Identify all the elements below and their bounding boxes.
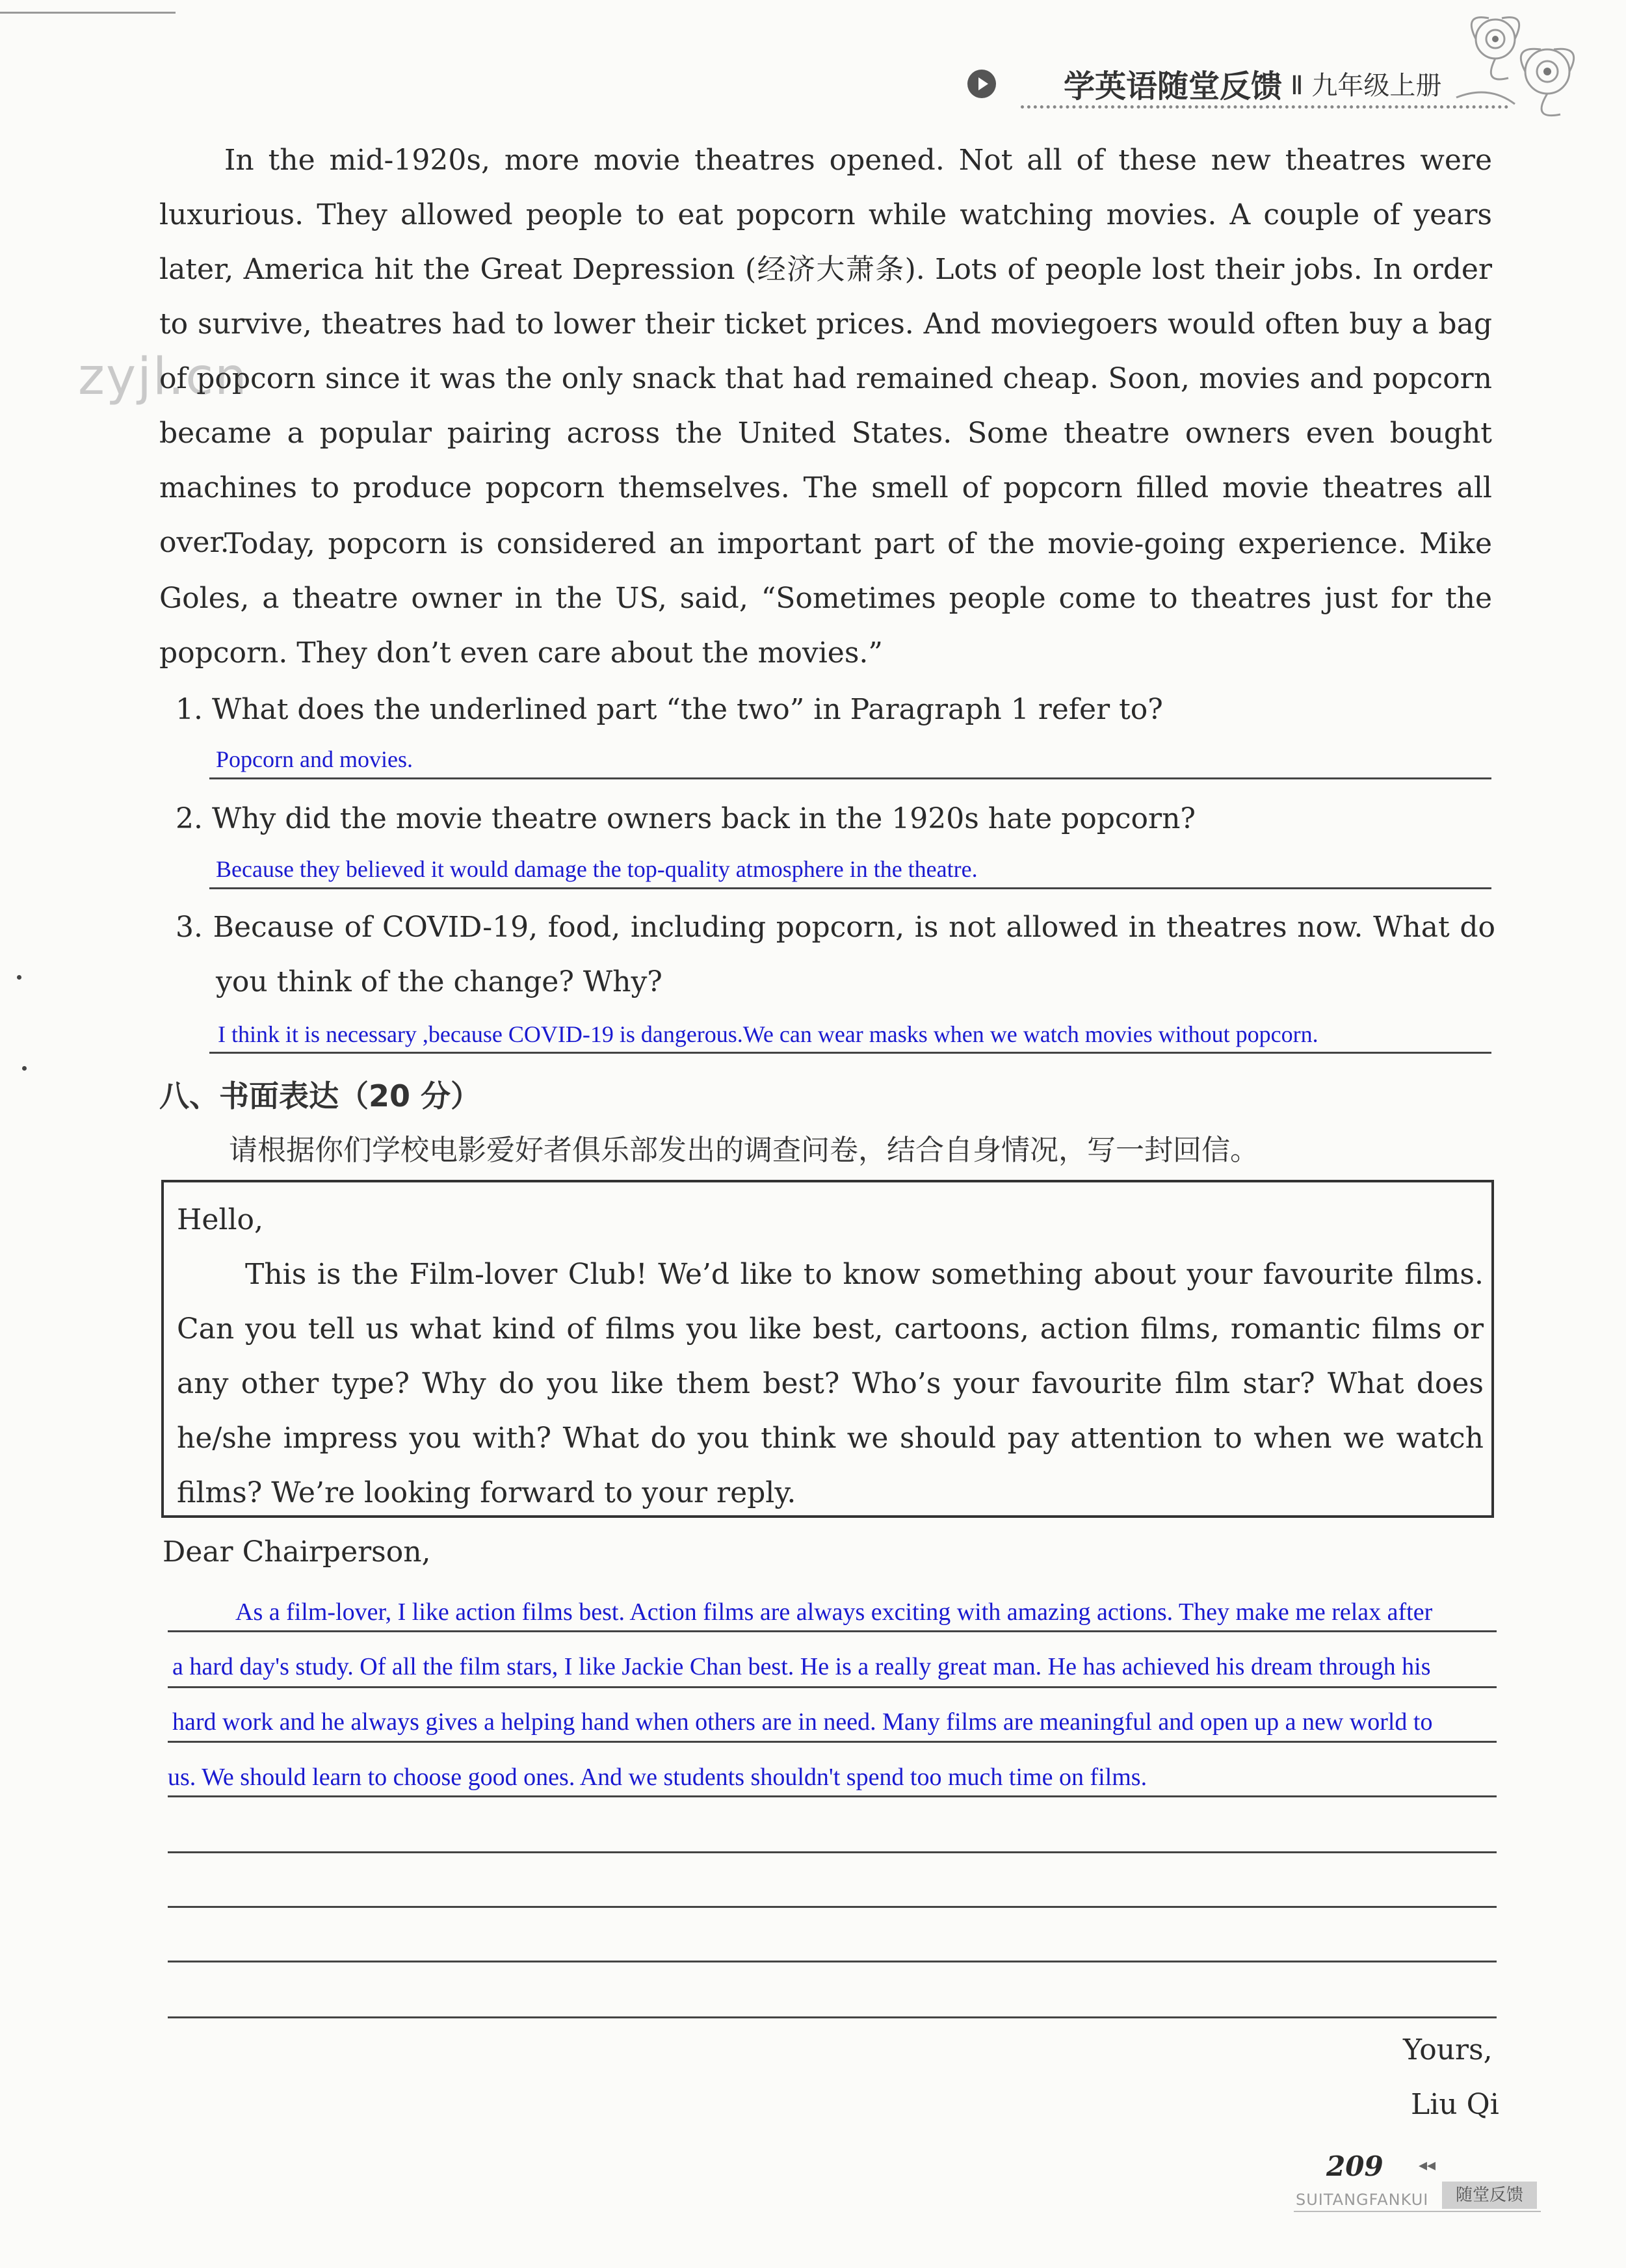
- answer-line: [209, 1052, 1491, 1054]
- header-title: 学英语随堂反馈: [1064, 68, 1283, 105]
- letter-salutation: Dear Chairperson,: [163, 1535, 431, 1569]
- answer-1: Popcorn and movies.: [216, 746, 413, 772]
- prompt-body: This is the Film-lover Club! We’d like to know something about your favourite films. Can you tell us what kind of films you like best, cartoons, action films, romantic films or any other type? Why do you like them best? Who’s your favourite film star? What does he/she impress you with? What do you think we should pay attention to when we watch films? We’re looking forward to your reply.: [177, 1258, 1484, 1509]
- answer-2: Because they believed it would damage the top-quality atmosphere in the theatre.: [216, 856, 978, 882]
- question-1: 1. What does the underlined part “the two” in Paragraph 1 refer to?: [176, 693, 1163, 726]
- prompt-greeting: Hello,: [177, 1203, 264, 1236]
- letter-line: a hard day's study. Of all the film stars, I like Jackie Chan best. He is a really great man. He has achieved his dream through his: [172, 1653, 1431, 1680]
- writing-line: [168, 1906, 1497, 1908]
- prompt-text: [177, 1193, 1484, 1520]
- footer-badge: 随堂反馈: [1442, 2182, 1537, 2209]
- letter-line: As a film-lover, I like action films best. Action films are always exciting with amazing actions. They make me relax after: [235, 1598, 1433, 1626]
- section-title: 八、书面表达（20 分）: [159, 1078, 481, 1114]
- margin-dot: [22, 1066, 27, 1071]
- letter-line: hard work and he always gives a helping hand when others are in need. Many films are meaningful and open up a new world to: [172, 1708, 1433, 1736]
- corner-rule: [0, 12, 176, 14]
- letter-closing: Yours,: [1403, 2033, 1493, 2066]
- section-instruction: 请根据你们学校电影爱好者俱乐部发出的调查问卷，结合自身情况，写一封回信。: [229, 1134, 1259, 1167]
- question-3: 3. Because of COVID-19, food, including popcorn, is not allowed in theatres now. What do you think of the change? Why?: [176, 911, 1495, 998]
- writing-line: [168, 1795, 1497, 1797]
- watermark: zyjl.cn: [78, 348, 248, 406]
- question-2: 2. Why did the movie theatre owners back in the 1920s hate popcorn?: [176, 802, 1196, 835]
- footer-label: SUITANGFANKUI: [1296, 2191, 1429, 2209]
- answer-3: I think it is necessary ,because COVID-19 is dangerous.We can wear masks when we watch movies without popcorn.: [218, 1021, 1318, 1047]
- letter-line: us. We should learn to choose good ones. And we students shouldn't spend too much time on films.: [168, 1764, 1147, 1791]
- margin-dot: [17, 975, 21, 980]
- play-icon: [967, 70, 996, 98]
- writing-line: [168, 1851, 1497, 1853]
- answer-line: [209, 887, 1491, 889]
- passage-paragraph: In the mid-1920s, more movie theatres opened. Not all of these new theatres were luxurious. They allowed people to eat popcorn while watching movies. A couple of years later, America hit the Great Depression (经济大萧条). Lots of people lost their jobs. In order to survive, theatres had to lower their ticket prices. And moviegoers would often buy a bag of popcorn since it was the only snack that had remained cheap. Soon, movies and popcorn became a popular pairing across the United States. Some theatre owners even bought machines to produce popcorn themselves. The smell of popcorn filled movie theatres all over.: [159, 144, 1492, 559]
- writing-line: [168, 1741, 1497, 1743]
- flower-ornament-icon: [1450, 0, 1586, 130]
- writing-line: [168, 1961, 1497, 1962]
- writing-line: [168, 1630, 1497, 1632]
- writing-line: [168, 2016, 1497, 2018]
- writing-line: [168, 1686, 1497, 1688]
- passage-paragraph: Today, popcorn is considered an important part of the movie-going experience. Mike Goles, a theatre owner in the US, said, “Sometimes people come to theatres just for the popcorn. They don’t even care about the movies.”: [159, 527, 1492, 670]
- answer-line: [209, 777, 1491, 779]
- header-divider: [1021, 105, 1508, 109]
- page-arrows-icon: ◂◂: [1419, 2156, 1436, 2175]
- page-number: 209: [1326, 2150, 1383, 2182]
- header-subtitle: Ⅱ 九年级上册: [1291, 71, 1442, 101]
- letter-signature: Liu Qi: [1411, 2088, 1499, 2121]
- footer-rule: [1294, 2211, 1541, 2212]
